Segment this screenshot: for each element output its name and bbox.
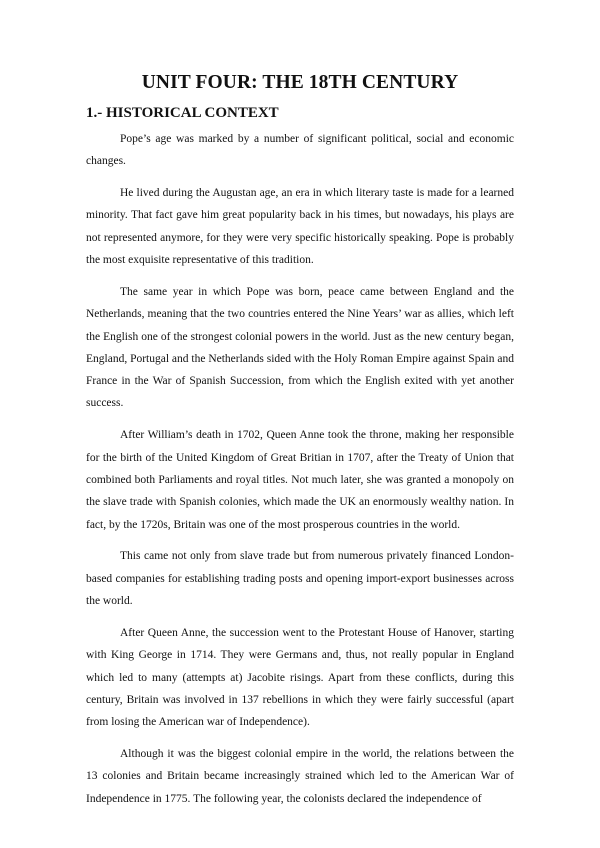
page-content bbox=[86, 70, 514, 819]
paragraph-nine-years-war: The same year in which Pope was born, peace came between England and the Netherlands, meaning that the two countries entered the Nine Years’ war as allies, which left the English one of the strongest colonial powers in the world. Just as the new century began, England, Portugal and the Netherlands sided with the Holy Roman Empire against Spain and France in the War of Spanish Succession, from which the English exited with yet another success. bbox=[86, 285, 514, 410]
paragraph-queen-anne: After William’s death in 1702, Queen Anne took the throne, making her responsible for the birth of the United Kingdom of Great Britian in 1707, after the Treaty of Union that combined both Parliaments and royal titles. Not much later, she was granted a monopoly on the slave trade with Spanish colonies, which made the UK an enormously wealthy nation. In fact, by the 1720s, Britain was one of the most prosperous countries in the world. bbox=[86, 429, 514, 531]
paragraph-trading-companies: This came not only from slave trade but from numerous privately financed London-based companies for establishing trading posts and opening import-export businesses across the world. bbox=[86, 550, 514, 608]
paragraph-american-independence: Although it was the biggest colonial empire in the world, the relations between the 13 colonies and Britain became increasingly strained which led to the American War of Independence in 1775. The following year, the colonists declared the independence of bbox=[86, 747, 514, 805]
paragraph-popes-age: Pope’s age was marked by a number of significant political, social and economic changes. bbox=[86, 133, 514, 168]
paragraph-augustan-age: He lived during the Augustan age, an era in which literary taste is made for a learned minority. That fact gave him great popularity back in his times, but nowadays, his plays are not represented anymore, for they were very specific historically speaking. Pope is probably the most exquisite representative of this tradition. bbox=[86, 187, 514, 267]
section-heading: 1.- HISTORICAL CONTEXT bbox=[86, 105, 279, 121]
paragraph-house-of-hanover: After Queen Anne, the succession went to the Protestant House of Hanover, starting with King George in 1714. They were Germans and, thus, not really popular in England which led to many (attempts at) Jacobite risings. Apart from these conflicts, during this century, Britain was involved in 137 rebellions in which they were fairly successful (apart from losing the American war of Independence). bbox=[86, 626, 514, 729]
unit-title: UNIT FOUR: THE 18TH CENTURY bbox=[141, 72, 459, 93]
